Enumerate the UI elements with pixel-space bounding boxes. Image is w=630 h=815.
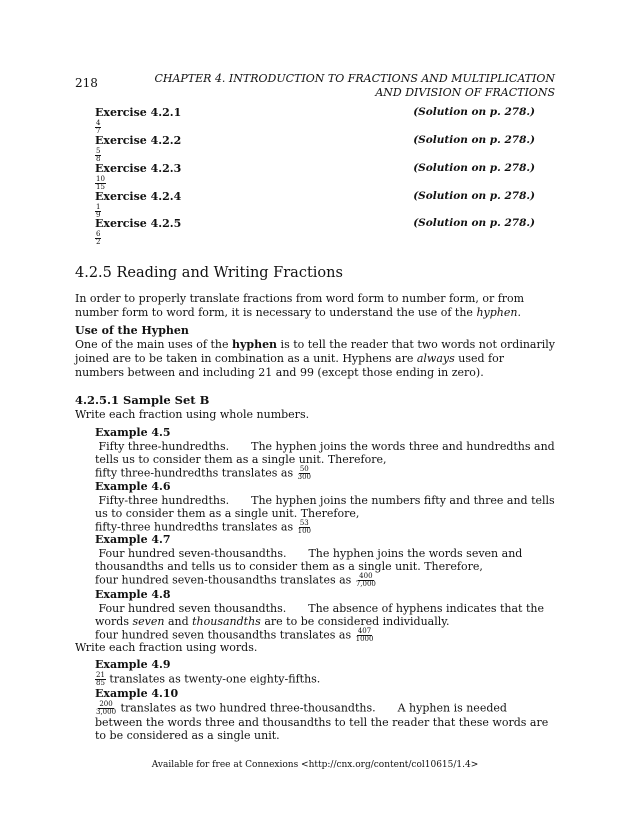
- exercise-4-2-2: [95, 134, 535, 162]
- numerator: 53: [299, 519, 309, 527]
- result-text: fifty-three hundredths translates as: [95, 520, 294, 534]
- exercise-title: Exercise 4.2.5: [95, 217, 182, 230]
- denominator: 8: [96, 155, 101, 163]
- chapter-header: [154, 72, 555, 100]
- sample-set-heading: 4.2.5.1 Sample Set B: [75, 393, 210, 407]
- denominator: 85: [96, 679, 105, 687]
- example-title: Example 4.9: [95, 658, 171, 671]
- hyphen-text-3: used for numbers between and including 21 and 99 (except those ending in zero).: [75, 352, 504, 379]
- example-explanation: The hyphen joins the numbers fifty and three and tells us to consider them as a single unit. Therefore,: [95, 494, 555, 520]
- numerator: 5: [96, 147, 101, 155]
- hyphen-text-1: One of the main uses of the: [75, 338, 232, 351]
- exercise-4-2-1: [95, 106, 535, 134]
- exercise-4-2-5: [95, 217, 535, 245]
- example-4-9: [95, 658, 555, 687]
- example-phrase: Fifty-three hundredths.: [98, 494, 230, 507]
- denominator: 15: [96, 183, 105, 191]
- emphasis-seven: seven: [132, 615, 165, 628]
- example-title: Example 4.10: [95, 687, 179, 700]
- conjunction: and: [164, 615, 193, 628]
- numerator: 400: [359, 572, 373, 580]
- exercise-title: Exercise 4.2.3: [95, 162, 182, 175]
- result-text: fifty three-hundredths translates as: [95, 466, 294, 480]
- example-body: [95, 440, 555, 466]
- example-result: [95, 466, 555, 481]
- solution-link[interactable]: (Solution on p. 278.): [413, 162, 535, 174]
- result-text: four hundred seven-thousandths translates as: [95, 573, 352, 587]
- denominator: 7: [96, 127, 101, 135]
- example-4-5: [95, 426, 555, 481]
- page-footer: Available for free at Connexions <http://cnx.org/content/col10615/1.4>: [151, 760, 479, 770]
- example-phrase: Fifty three-hundredths.: [98, 440, 230, 453]
- denominator: 100: [297, 527, 311, 535]
- example-body: [95, 701, 555, 742]
- exercise-title: Exercise 4.2.1: [95, 106, 182, 119]
- solution-link[interactable]: (Solution on p. 278.): [413, 134, 535, 146]
- solution-link[interactable]: (Solution on p. 278.): [413, 106, 535, 118]
- example-phrase: Four hundred seven thousandths.: [98, 602, 287, 615]
- hyphen-bold-term: hyphen: [231, 338, 278, 351]
- intro-text: In order to properly translate fractions from word form to number form, or from number form to word form, it is necessary to understand the use of the: [75, 292, 525, 319]
- denominator: 300: [297, 473, 311, 481]
- sample-instruction-1: Write each fraction using whole numbers.: [75, 408, 310, 421]
- numerator: 200: [99, 700, 113, 708]
- example-body: [95, 547, 555, 573]
- fraction: [355, 573, 377, 588]
- example-4-10: [95, 687, 555, 742]
- example-title: Example 4.7: [95, 533, 171, 546]
- denominator: 9: [96, 211, 101, 219]
- example-explanation: A hyphen is needed between the words three and thousandths to tell the reader that these words are to be considered as a single unit.: [95, 701, 549, 742]
- exercise-4-2-3: [95, 162, 535, 190]
- page-number: 218: [75, 76, 98, 90]
- example-4-6: [95, 480, 555, 535]
- example-4-7: [95, 533, 555, 588]
- numerator: 4: [96, 119, 101, 127]
- hyphen-emphasis: always: [416, 352, 455, 365]
- emphasis-thousandths: thousandths: [192, 615, 261, 628]
- example-explanation-end: are to be considered individually.: [260, 615, 450, 628]
- exercise-title: Exercise 4.2.2: [95, 134, 182, 147]
- fraction: [95, 672, 106, 687]
- result-text: four hundred seven thousandths translates as: [95, 628, 352, 642]
- example-title: Example 4.5: [95, 426, 171, 439]
- section-heading: 4.2.5 Reading and Writing Fractions: [75, 265, 343, 281]
- hyphen-text-2: is to tell the reader that two words not ordinarily joined are to be taken in combination as a unit. Hyphens are: [75, 338, 555, 365]
- example-text: translates as two hundred three-thousandths.: [120, 701, 376, 715]
- example-text: translates as twenty-one eighty-fifths.: [109, 672, 321, 686]
- solution-link[interactable]: (Solution on p. 278.): [413, 190, 535, 202]
- fraction: [297, 466, 312, 481]
- denominator: 1000: [355, 635, 374, 643]
- example-phrase: Four hundred seven-thousandths.: [98, 547, 287, 560]
- solution-link[interactable]: (Solution on p. 278.): [413, 217, 535, 229]
- intro-emphasis: hyphen: [476, 306, 518, 319]
- fraction: [95, 176, 106, 191]
- denominator: 2: [96, 238, 101, 246]
- fraction: [95, 701, 117, 716]
- example-4-8: [95, 588, 555, 643]
- example-explanation: The absence of hyphens indicates that the words: [95, 602, 544, 628]
- numerator: 10: [96, 175, 105, 183]
- chapter-header-line2: AND DIVISION OF FRACTIONS: [375, 86, 555, 99]
- numerator: 50: [299, 465, 309, 473]
- exercise-title: Exercise 4.2.4: [95, 190, 182, 203]
- example-body: [95, 602, 555, 628]
- sample-instruction-2: Write each fraction using words.: [75, 641, 258, 654]
- numerator: 6: [96, 230, 101, 238]
- hyphen-subheading: Use of the Hyphen: [75, 324, 189, 337]
- exercise-4-2-4: [95, 190, 535, 218]
- hyphen-paragraph: [75, 338, 555, 380]
- numerator: 407: [357, 627, 372, 635]
- example-explanation: The hyphen joins the words three and hundredths and tells us to consider them as a single unit. Therefore,: [95, 440, 555, 466]
- example-body: [95, 494, 555, 520]
- example-result: [95, 573, 555, 588]
- numerator: 21: [96, 671, 105, 679]
- example-title: Example 4.6: [95, 480, 171, 493]
- example-explanation: The hyphen joins the words seven and thousandths and tells us to consider them as a single unit. Therefore,: [95, 547, 523, 573]
- denominator: 7,000: [355, 580, 376, 588]
- fraction: [95, 148, 101, 163]
- numerator: 1: [96, 203, 101, 211]
- example-title: Example 4.8: [95, 588, 171, 601]
- fraction: [95, 231, 101, 246]
- fraction: [95, 120, 101, 135]
- denominator: 3,000: [96, 708, 117, 716]
- chapter-header-line1: CHAPTER 4. INTRODUCTION TO FRACTIONS AND MULTIPLICATION: [154, 72, 555, 85]
- intro-end: .: [517, 306, 521, 319]
- intro-paragraph: [75, 292, 555, 320]
- example-body: [95, 672, 555, 687]
